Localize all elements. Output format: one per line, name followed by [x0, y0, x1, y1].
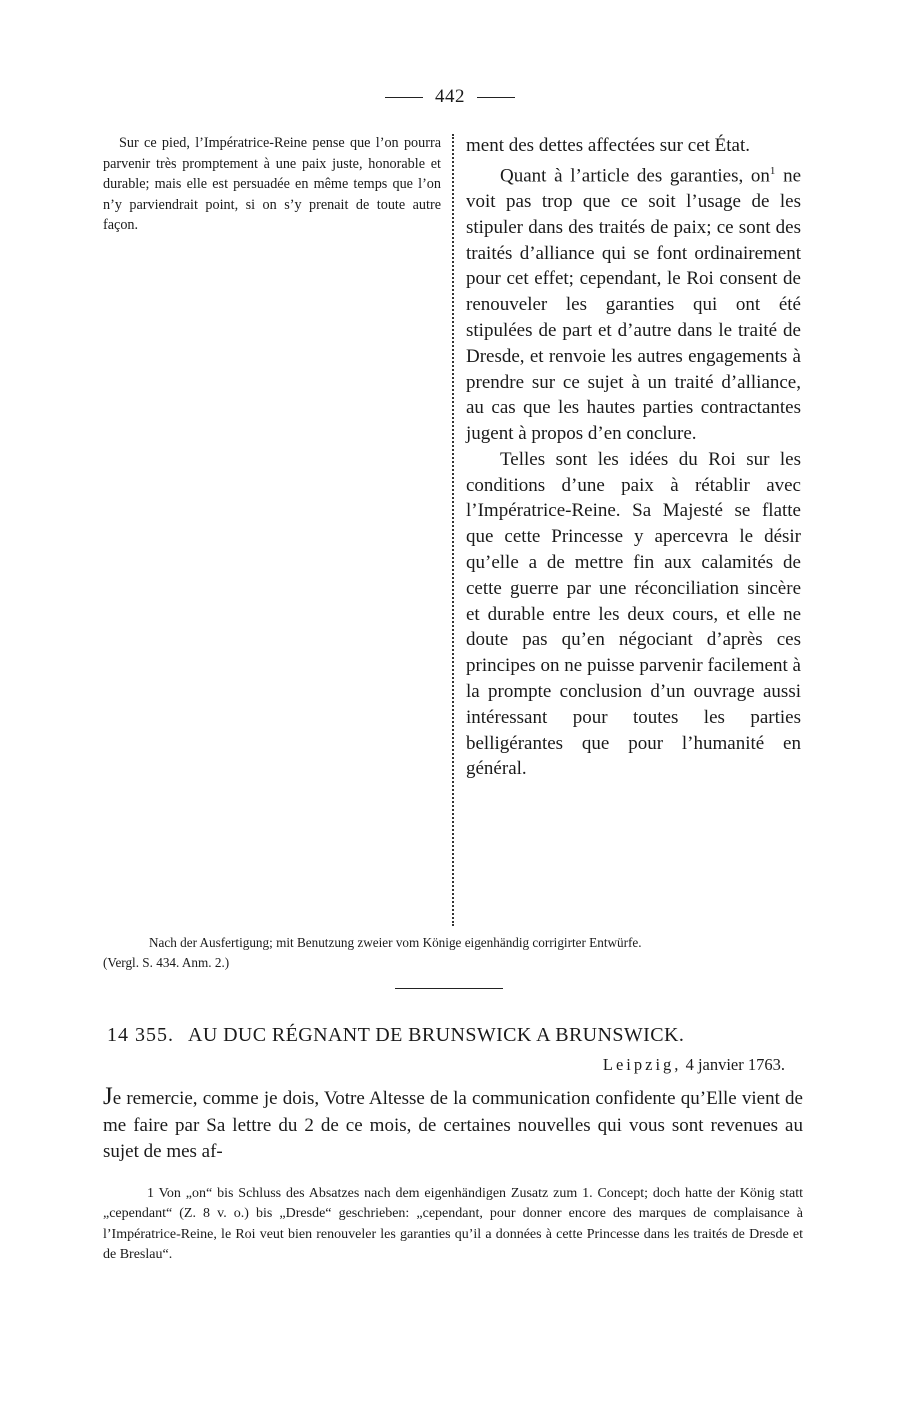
page-header — [0, 86, 900, 108]
header-dash-right — [477, 97, 515, 98]
letter-title: AU DUC RÉGNANT DE BRUNSWICK A BRUNSWICK. — [188, 1024, 685, 1046]
letter-dropcap: J — [103, 1083, 113, 1110]
source-note — [103, 933, 803, 973]
footnote — [103, 1184, 803, 1266]
right-paragraph-2-start: Quant à l’article des garanties, on — [500, 165, 770, 187]
footnote-marker: 1 — [147, 1186, 154, 1201]
right-paragraph-1: ment des dettes affectées sur cet État. — [466, 135, 750, 156]
footnote-reference: 1 — [769, 164, 776, 177]
letter-number: 14 355. — [107, 1024, 174, 1046]
right-paragraph-2 — [466, 159, 801, 447]
letter-body-text: e remercie, comme je dois, Votre Altesse de la communication confidente qu’Elle vient de me faire par Sa lettre du 2 de ce mois, de certaines nouvelles qui vous sont revenues au sujet de mes af- — [103, 1088, 803, 1162]
right-column — [466, 133, 801, 782]
left-column-text: Sur ce pied, l’Impératrice-Reine pense que l’on pourra parvenir très promptement à une paix juste, honorable et durable; mais elle est persuadée en même temps que l’on n’y parviendrait point, si on s’y prenait de toute autre façon. — [103, 135, 441, 234]
header-dash-left — [385, 97, 423, 98]
column-divider — [452, 134, 454, 926]
page-number: 442 — [435, 86, 465, 107]
source-note-line-1: Nach der Ausfertigung; mit Benutzung zweier vom Könige eigenhändig corrigirter Entwürfe. — [149, 935, 642, 950]
source-note-line-2: (Vergl. S. 434. Anm. 2.) — [103, 955, 230, 970]
footnote-text-wrap — [103, 1184, 803, 1266]
footnote-text: Von „on“ bis Schluss des Absatzes nach dem eigenhändigen Zusatz zum 1. Concept; doch hatte der König statt „cependant“ (Z. 8 v. o.) bis „Dresde“ geschrieben: „cependant, pour donner encore des marques de complaisance à l’Impératrice-Reine, le Roi veut bien renouveler les garanties qu’il a données à cette Princesse dans les traités de Dresde et de Breslau“. — [103, 1186, 803, 1263]
letter-heading — [107, 1024, 807, 1047]
dateline — [400, 1055, 785, 1075]
section-rule — [395, 988, 503, 989]
right-paragraph-2-rest: ne voit pas trop que ce soit l’usage de les stipuler dans des traités de paix; ce sont des traités d’alliance qui se font ordinairement pour cet effet; cependant, le Roi consent de renouveler les garanties qui ont été stipulées de part et d’autre dans le traité de Dresde, et renvoie les autres engagements à prendre sur ce sujet à un traité d’alliance, au cas que les hautes parties contractantes jugent à propos d’en conclure. — [466, 165, 802, 445]
letter-body — [103, 1084, 803, 1166]
dateline-place: Leipzig, — [602, 1055, 682, 1074]
dateline-date: 4 janvier 1763. — [685, 1055, 785, 1074]
right-paragraph-3: Telles sont les idées du Roi sur les conditions d’une paix à rétablir avec l’Impératrice-Reine. Sa Majesté se flatte que cette Princesse y apercevra le désir qu’elle a de mettre fin aux calamités de cette guerre par une réconciliation sincère et durable entre les deux cours, et elle ne doute pas qu’en négociant d’après ces principes on ne puisse parvenir facilement à la prompte conclusion d’un ouvrage aussi intéressant pour toutes les parties belligérantes que pour l’humanité en général. — [466, 448, 801, 780]
